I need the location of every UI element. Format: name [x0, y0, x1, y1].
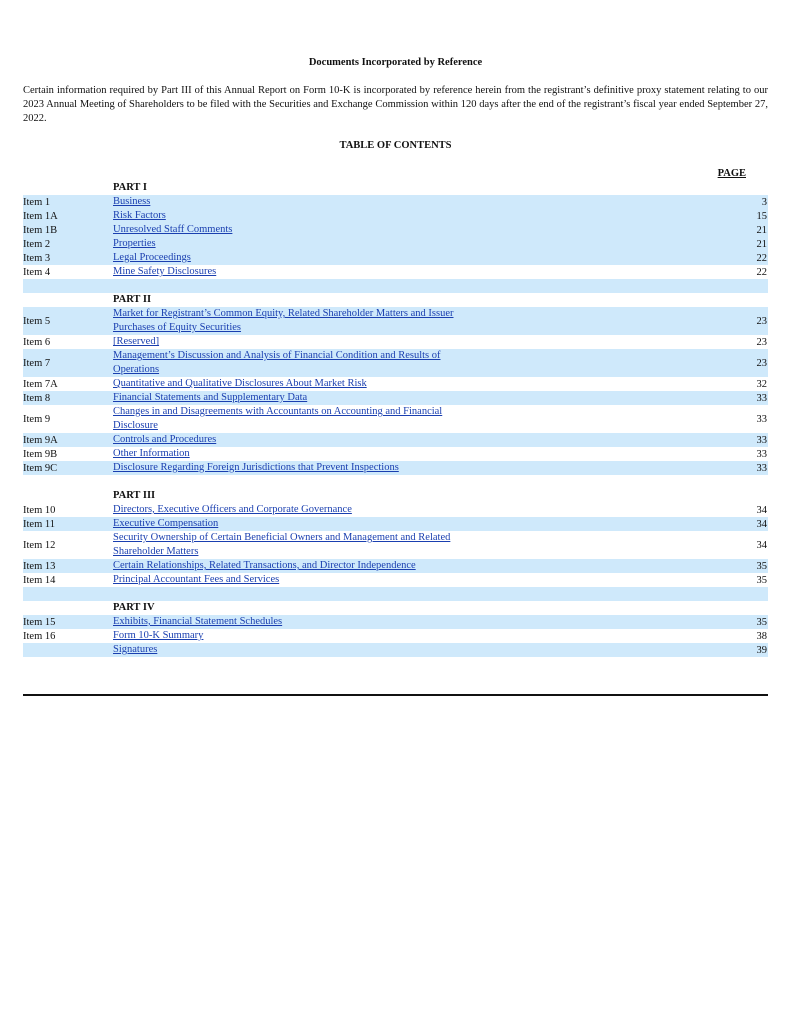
toc-link[interactable]: Executive Compensation: [113, 518, 219, 529]
item-number: Item 9: [23, 413, 51, 425]
toc-row: [23, 377, 768, 391]
intro-paragraph: Certain information required by Part III of this Annual Report on Form 10-K is incorporated by reference herein from the registrant’s definitive proxy statement relating to our 2023 Annual Meeting of Shareholders to be filed with the Securities and Exchange Commission within 120 days after the end of the registrant’s fiscal year ended September 27, 2022.: [23, 85, 768, 124]
item-number: Item 16: [23, 630, 56, 642]
toc-link[interactable]: [Reserved]: [113, 336, 160, 347]
toc-row: [23, 573, 768, 587]
item-number: Item 10: [23, 504, 56, 516]
toc-row: [23, 195, 768, 209]
page-number: 35: [756, 616, 767, 628]
page-number: 34: [756, 504, 767, 516]
toc-link[interactable]: Legal Proceedings: [113, 252, 191, 263]
toc-link[interactable]: Directors, Executive Officers and Corporate Governance: [113, 504, 352, 515]
page-number: 21: [756, 224, 767, 236]
toc-row: [23, 461, 768, 475]
toc-link[interactable]: Certain Relationships, Related Transactions, and Director Independence: [113, 560, 416, 571]
item-number: Item 1: [23, 196, 51, 208]
item-number: Item 1A: [23, 210, 58, 222]
part-title: PART II: [113, 294, 152, 305]
item-number: Item 13: [23, 560, 56, 572]
toc-link[interactable]: Signatures: [113, 644, 158, 655]
toc-row: [23, 405, 768, 433]
toc-link[interactable]: Quantitative and Qualitative Disclosures About Market Risk: [113, 378, 367, 389]
item-number: Item 8: [23, 392, 51, 404]
part-title: PART IV: [113, 602, 155, 613]
item-number: Item 9B: [23, 448, 58, 460]
item-number: Item 11: [23, 518, 55, 530]
page-number: 34: [756, 539, 767, 551]
toc-row: [23, 531, 768, 559]
toc-link[interactable]: Management’s Discussion and Analysis of Financial Condition and Results of Operations: [113, 350, 441, 375]
toc-link[interactable]: Properties: [113, 238, 156, 249]
item-number: Item 3: [23, 252, 51, 264]
page-number: 34: [756, 518, 767, 530]
item-number: Item 6: [23, 336, 51, 348]
item-number: Item 7A: [23, 378, 58, 390]
page-number: 38: [756, 630, 767, 642]
toc-part-2: [23, 293, 768, 475]
page-number: 15: [756, 210, 767, 222]
page-number: 33: [756, 434, 767, 446]
section-separator: [23, 587, 768, 601]
page-number: 33: [756, 462, 767, 474]
toc-row: [23, 503, 768, 517]
toc-link[interactable]: Other Information: [113, 448, 190, 459]
toc-row: [23, 223, 768, 237]
toc-row: [23, 517, 768, 531]
item-number: Item 9A: [23, 434, 58, 446]
toc-link[interactable]: Controls and Procedures: [113, 434, 217, 445]
toc-link[interactable]: Business: [113, 196, 151, 207]
toc-title: TABLE OF CONTENTS: [339, 140, 452, 151]
page-column-header: PAGE: [717, 168, 746, 179]
toc-link[interactable]: Security Ownership of Certain Beneficial Owners and Management and Related Shareholder Matters: [113, 532, 451, 557]
page-number: 32: [756, 378, 767, 390]
toc-part-1: [23, 181, 768, 293]
item-number: Item 15: [23, 616, 56, 628]
toc-link[interactable]: Exhibits, Financial Statement Schedules: [113, 616, 283, 627]
part-title: PART I: [113, 182, 147, 193]
toc-link[interactable]: Risk Factors: [113, 210, 166, 221]
toc-link[interactable]: Financial Statements and Supplementary Data: [113, 392, 308, 403]
item-number: Item 4: [23, 266, 51, 278]
page-number: 39: [756, 644, 767, 656]
section-separator: [23, 279, 768, 293]
toc-row: [23, 433, 768, 447]
page-number: 22: [756, 266, 767, 278]
toc-row: [23, 237, 768, 251]
toc-link[interactable]: Mine Safety Disclosures: [113, 266, 217, 277]
page-number: 22: [756, 252, 767, 264]
page-number: 35: [756, 560, 767, 572]
bottom-rule: [23, 694, 768, 696]
doc-title: Documents Incorporated by Reference: [308, 57, 483, 68]
item-number: Item 9C: [23, 462, 58, 474]
page-number: 33: [756, 413, 767, 425]
page-number: 23: [756, 357, 767, 369]
toc-row: [23, 391, 768, 405]
toc-row: [23, 615, 768, 629]
page-number: 21: [756, 238, 767, 250]
item-number: Item 5: [23, 315, 51, 327]
item-number: Item 2: [23, 238, 51, 250]
toc-row: [23, 629, 768, 643]
item-number: Item 1B: [23, 224, 58, 236]
page-number: 33: [756, 448, 767, 460]
toc-part-4: [23, 601, 768, 657]
page-number: 3: [761, 196, 767, 208]
part-title: PART III: [113, 490, 156, 501]
toc-link[interactable]: Form 10-K Summary: [113, 630, 204, 641]
item-number: Item 7: [23, 357, 51, 369]
toc-row: [23, 447, 768, 461]
toc-link[interactable]: Principal Accountant Fees and Services: [113, 574, 280, 585]
toc-row: [23, 265, 768, 279]
toc-part-3: [23, 489, 768, 601]
page-number: 35: [756, 574, 767, 586]
toc-link[interactable]: Disclosure Regarding Foreign Jurisdictions that Prevent Inspections: [113, 462, 399, 473]
toc-link[interactable]: Changes in and Disagreements with Accountants on Accounting and Financial Disclosure: [113, 406, 443, 431]
item-number: Item 12: [23, 539, 56, 551]
toc-row: [23, 209, 768, 223]
toc-link[interactable]: Unresolved Staff Comments: [113, 224, 233, 235]
item-number: Item 14: [23, 574, 56, 586]
toc-row: [23, 335, 768, 349]
toc-link[interactable]: Market for Registrant’s Common Equity, Related Shareholder Matters and Issuer Purchases of Equity Securities: [113, 308, 454, 333]
toc-row: [23, 643, 768, 657]
toc-row: [23, 559, 768, 573]
page-number: 23: [756, 315, 767, 327]
page-number: 23: [756, 336, 767, 348]
toc-row: [23, 251, 768, 265]
toc-row: [23, 349, 768, 377]
page-number: 33: [756, 392, 767, 404]
toc-row: [23, 307, 768, 335]
